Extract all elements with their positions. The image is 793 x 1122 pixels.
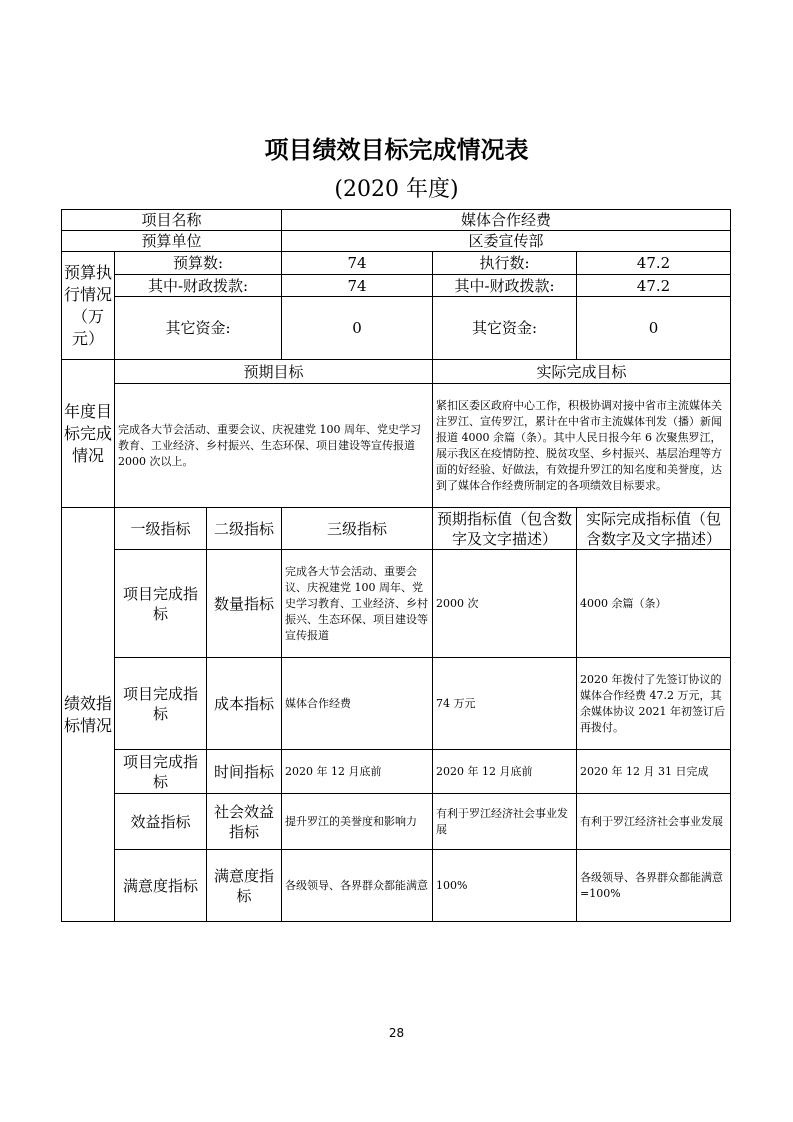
actual-goal-text: 紧扣区委区政府中心工作，积极协调对接中省市主流媒体关注罗江、宣传罗江，累计在中省市主流媒体刊发（播）新闻报道 4000 余篇（条）。其中人民日报今年 6 次聚焦罗江，展示我区在疫情防控、脱贫攻坚、乡村振兴、基层治理等方面的好经验、好做法，有效提升罗江的知名度和美誉度，达到了媒体合作经费所制定的各项绩效目标要求。	[433, 384, 731, 508]
row-actual: 2020 年 12 月 31 日完成	[577, 750, 731, 794]
row-expected: 2000 次	[433, 550, 577, 658]
performance-table	[61, 209, 731, 922]
other-exec-value: 0	[577, 297, 731, 360]
row-l3: 完成各大节会活动、重要会议、庆祝建党 100 周年、党史学习教育、工业经济、乡村振兴、生态环保、项目建设等宣传报道	[282, 550, 433, 658]
row-l2: 时间指标	[207, 750, 282, 794]
row-l3: 提升罗江的美誉度和影响力	[282, 794, 433, 850]
other-exec-label: 其它资金:	[433, 297, 577, 360]
row-expected: 74 万元	[433, 658, 577, 750]
fiscal-budget-value: 74	[282, 275, 433, 297]
budget-unit-value: 区委宣传部	[282, 231, 731, 252]
fiscal-exec-value: 47.2	[577, 275, 731, 297]
actual-goal-header: 实际完成目标	[433, 360, 731, 384]
exec-amount-label: 执行数:	[433, 252, 577, 275]
page-subtitle: (2020 年度)	[334, 177, 459, 202]
header-expected: 预期指标值（包含数字及文字描述）	[433, 508, 577, 550]
table-row	[62, 658, 731, 750]
row-expected: 100%	[433, 850, 577, 922]
budget-amount-value: 74	[282, 252, 433, 275]
row-actual: 2020 年拨付了先签订协议的媒体合作经费 47.2 万元，其余媒体协议 2021 年初签订后再拨付。	[577, 658, 731, 750]
row-l3: 2020 年 12 月底前	[282, 750, 433, 794]
budget-amount-label: 预算数:	[115, 252, 282, 275]
header-actual: 实际完成指标值（包含数字及文字描述）	[577, 508, 731, 550]
table-row	[62, 750, 731, 794]
row-l3: 媒体合作经费	[282, 658, 433, 750]
row-l3: 各级领导、各界群众都能满意	[282, 850, 433, 922]
row-expected: 2020 年 12 月底前	[433, 750, 577, 794]
row-l1: 项目完成指标	[115, 658, 207, 750]
row-l1: 项目完成指标	[115, 750, 207, 794]
row-l2: 数量指标	[207, 550, 282, 658]
table-row	[62, 794, 731, 850]
row-actual: 有利于罗江经济社会事业发展	[577, 794, 731, 850]
other-budget-value: 0	[282, 297, 433, 360]
project-name-value: 媒体合作经费	[282, 210, 731, 231]
perf-section-label: 绩效指标情况	[62, 508, 115, 922]
annual-section-label: 年度目标完成情况	[62, 360, 115, 508]
header-level3: 三级指标	[282, 508, 433, 550]
row-l2: 满意度指标	[207, 850, 282, 922]
exec-amount-value: 47.2	[577, 252, 731, 275]
budget-exec-section-label: 预算执行情况（万元）	[62, 252, 115, 360]
fiscal-budget-label: 其中-财政拨款:	[115, 275, 282, 297]
expected-goal-header: 预期目标	[115, 360, 433, 384]
row-l2: 成本指标	[207, 658, 282, 750]
page-number: 28	[388, 1026, 405, 1040]
project-name-label: 项目名称	[62, 210, 282, 231]
fiscal-exec-label: 其中-财政拨款:	[433, 275, 577, 297]
budget-unit-label: 预算单位	[62, 231, 282, 252]
row-l1: 项目完成指标	[115, 550, 207, 658]
row-expected: 有利于罗江经济社会事业发展	[433, 794, 577, 850]
table-row	[62, 850, 731, 922]
row-actual: 各级领导、各界群众都能满意=100%	[577, 850, 731, 922]
row-l1: 效益指标	[115, 794, 207, 850]
row-l2: 社会效益指标	[207, 794, 282, 850]
row-actual: 4000 余篇（条）	[577, 550, 731, 658]
row-l1: 满意度指标	[115, 850, 207, 922]
header-level2: 二级指标	[207, 508, 282, 550]
table-row	[62, 550, 731, 658]
header-level1: 一级指标	[115, 508, 207, 550]
expected-goal-text: 完成各大节会活动、重要会议、庆祝建党 100 周年、党史学习教育、工业经济、乡村振兴、生态环保、项目建设等宣传报道 2000 次以上。	[115, 384, 433, 508]
other-budget-label: 其它资金:	[115, 297, 282, 360]
page-title: 项目绩效目标完成情况表	[264, 136, 529, 164]
